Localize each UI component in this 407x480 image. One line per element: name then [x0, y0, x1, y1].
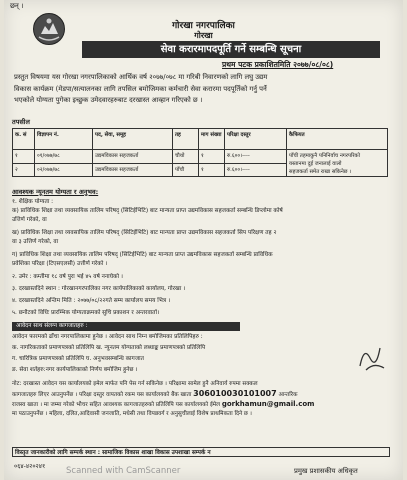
table-cell: १ — [199, 163, 225, 177]
table-header-row — [13, 129, 388, 150]
table-cell: १ — [13, 150, 35, 164]
table-row — [13, 150, 388, 164]
col-header: क. सं — [13, 129, 35, 150]
intro-line: प्रस्तुत विषयमा यस गोरखा नगरपालिकाको आर्थिक वर्ष २०७७/०७८ मा गरिबी निवारणको लागि लघु उद्यम — [14, 73, 268, 81]
qualification-line: ५. छनौटको विधिः प्रारम्भिक योग्यताक्रमको सुचि प्रकाशन र अन्तरवार्ता। — [12, 310, 160, 316]
reference-number: ०६४-४२०२४१ — [14, 463, 46, 470]
table-cell — [287, 150, 388, 177]
col-header: माग संख्या — [199, 129, 225, 150]
vacancy-table — [12, 128, 388, 177]
col-header: विज्ञापन नं. — [35, 129, 93, 150]
table-cell: चौथो — [173, 150, 199, 164]
qualification-line: उत्तिर्ण गरेको, वा — [12, 217, 47, 223]
qualification-heading: आवश्यक न्यूनतम योग्यता र अनुभव: — [12, 188, 99, 196]
qualification-line: २. उमेर : कम्तीमा १८ वर्ष पुरा भई ४५ वर्ष ननाघेको । — [12, 274, 124, 280]
qualification-line: ख) प्राविधिक शिक्षा तथा व्यवसायिक तालिम परिषद् (सिटिईभिटि) बाट मान्यता प्राप्त उद्यमविकास सहजकर्ता सिप परिक्षण तह २ — [12, 230, 277, 236]
table-cell: उद्यमविकास सहजकर्ता — [93, 150, 173, 164]
top-note: छन् । — [10, 2, 24, 10]
publish-date: प्रथम पटक प्रकाशितमिति २०७७/०८/०८) — [222, 60, 334, 69]
notice-text: कागजातहरु लिएर आउनुपर्नेछ । परिक्षा दस्तुर वापतको रकम यस कार्यालयको बैंक खाता — [12, 392, 192, 399]
table-cell: उद्यमविकास सहजकर्ता — [93, 163, 173, 177]
contact-email: gorkhamun@gmail.com — [221, 400, 315, 409]
qualification-line: वा ३ उत्तिर्ण गरेको, वा — [12, 239, 59, 245]
documents-line: ङ. सेवा शर्तहरु:नगर कार्यपालिकाको निर्णय बमोजिम हुनेछ । — [12, 367, 138, 373]
remark-line: सहजकर्ता समेत राखा सकिनेछ । — [289, 169, 352, 175]
intro-paragraph — [14, 72, 386, 107]
col-header: तह — [173, 129, 199, 150]
qualification-line: क) प्राविधिक शिक्षा तथा व्यवसायिक तालिम परिषद् (सिटिईभिटि) बाट मान्यता प्राप्त उद्यमविकास सहजकर्ता सम्बन्धि डिप्लोमा कोर्ष — [12, 208, 283, 214]
table-cell: रु.६००।---- — [225, 150, 287, 164]
notice-line: नोट: दरखास्त आवेदन यस कार्यालयको इमेल मार्फत पनि पेस गर्न सकिनेछ । परिक्षामा सामेल हुनै अनिवार्य रुपमा सक्कल — [12, 381, 258, 387]
table-cell: पाँचौ — [173, 163, 199, 177]
intro-line: भएकोले योग्यता पुगेका इच्छुक उमेदवारहरुबाट दरखास्त आव्हान गरिएको छ । — [14, 96, 203, 104]
documents-line: ग. चारित्रिक प्रमाणपत्रको प्रतिलिपि घ. अनुभवसम्बन्धि कागजात — [12, 356, 144, 362]
table-cell: ०१/०७७/७८ — [35, 150, 93, 164]
col-header: परिक्षा दस्तुर — [225, 129, 287, 150]
camscanner-watermark: Scanned with CamScanner — [66, 466, 181, 476]
notice-block — [12, 380, 390, 419]
col-header: पद, सेवा, समूह — [93, 129, 173, 150]
district-name: गोरखा — [194, 31, 213, 40]
signatory-title: प्रमुख प्रशासकीय अधिकृत — [294, 467, 358, 475]
notice-line: मा पठाउनुपर्नेछ । महिला, दलित,आदिवासी जनजाति, मधेसी तथा विपन्नवर्ग र अनुसुचीलाई विशेष प्राथमिकता दिने छ । — [12, 411, 252, 418]
qualification-line: १. शैक्षिक योग्यता : — [12, 199, 54, 205]
notice-text: आन्तरिक — [278, 392, 298, 399]
qualification-line: ३. दरखास्तदिने स्थान : गोरखानगरपालिका नगर कार्यपालिकाको कार्यालय, गोरखा । — [12, 286, 186, 292]
notice-line — [12, 400, 390, 410]
notice-title-banner: सेवा करारमापदपूर्ति गर्ने सम्बन्धि सूचना — [82, 41, 380, 58]
remark-line: यस्तानमा दुई जनालाई वालो — [289, 161, 342, 167]
table-cell: २ — [13, 163, 35, 177]
qualification-line: ग) प्राविधिक शिक्षा तथा व्यवसायिक तालिम परिषद् (सिटिईभिटि) बाट मान्यता प्राप्त उद्यमविकास सहजकर्ता सम्बन्धि प्राविधिक — [12, 252, 273, 258]
notice-text: राजस्व खाता । मा जम्मा गरेको भौचर सहित आवश्यक कागजातहरुको प्रतिलिपि यस कार्यालयको ईमेल — [12, 402, 221, 409]
documents-line: आवेदन फारमको ढाँचा नगरपालिकामा हुनेछ । आवेदन साथ निम्न बमोजिमका प्रतिलिपिहरु : — [12, 334, 203, 340]
notice-line — [12, 389, 390, 400]
tapsil-heading: तपसील — [12, 118, 30, 126]
contact-info-box: विस्तृत जानकारीको लागि सम्पर्क स्थान : सामाजिक विकास शाखा विकास उपशाखा सम्पर्क न — [12, 447, 390, 457]
intro-line: विकास कार्यक्रम (मेडपा/सत्यालनका लागि तपसिल बमोजिमका कर्मचारी सेवा करारमा पदपूर्तिको गर्नु पर्ने — [14, 84, 267, 93]
table-cell: रु.६००।---- — [225, 163, 287, 177]
bank-account-number: 306010030101007 — [193, 389, 277, 399]
documents-heading: आवेदन साथ संलग्न कागजातहरु : — [12, 322, 240, 331]
org-name: गोरखा नगरपालिका — [172, 21, 235, 31]
remark-line: पाँची तहमाकुनै पनिनिर्वाच नगरपरिको — [289, 153, 360, 159]
notice-page — [4, 0, 403, 480]
handwritten-signature — [356, 338, 388, 374]
table-cell: ०२/०७७/७८ — [35, 163, 93, 177]
qualification-line: प्रवेशिका परिक्षा (टिएसएलसी) उत्तीर्ण गरेको । — [12, 261, 108, 267]
table-cell: १ — [199, 150, 225, 164]
documents-line: क. नागरिकताको प्रमाणपत्रको प्रतिलिपि ख. न्युनतम योग्यताको लब्धाङ्क प्रमाणपत्रको प्रतिलिपि — [12, 345, 206, 351]
col-header: कैफियत — [287, 129, 388, 150]
qualification-line: ४. दरखास्तदिने अन्तिम मिति : २०७७/०८/२२गते सम्म कार्यालय समय भित्र । — [12, 298, 171, 304]
